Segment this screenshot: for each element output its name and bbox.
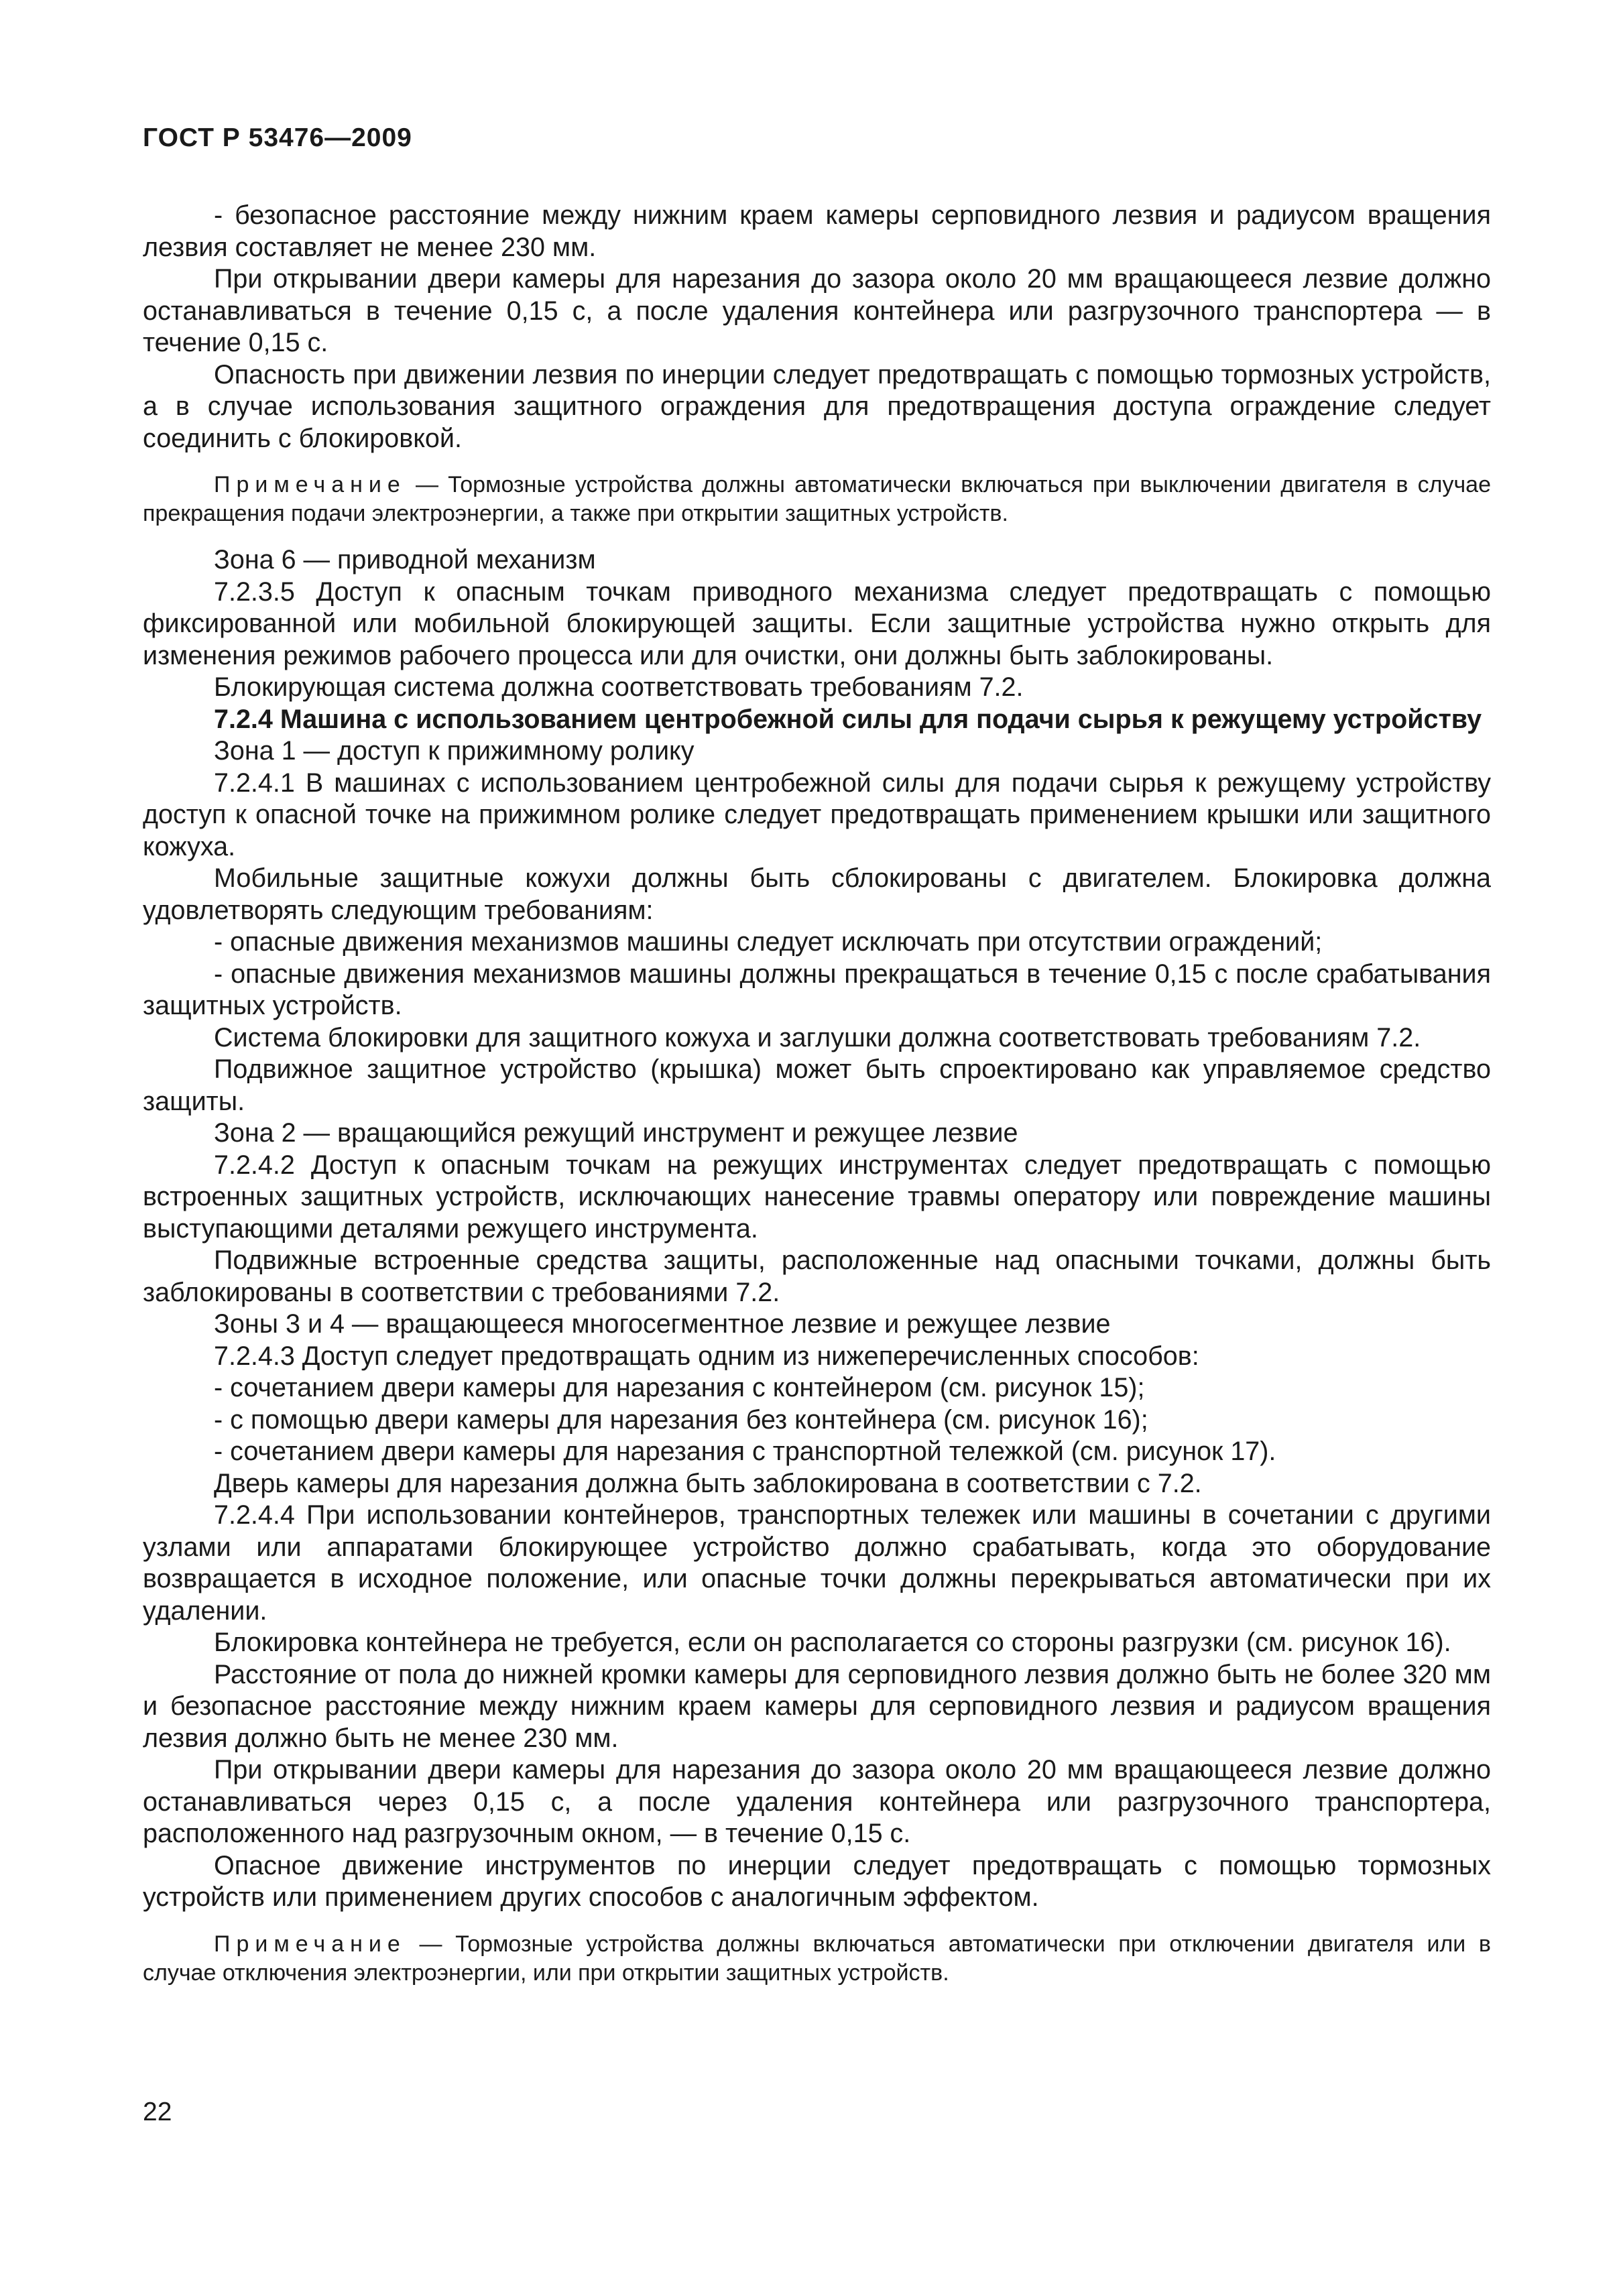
list-item: - опасные движения механизмов машины должны прекращаться в течение 0,15 с после срабатывания защитных устройств. [143, 959, 1491, 1020]
page-number: 22 [143, 2098, 172, 2126]
paragraph: 7.2.4.3 Доступ следует предотвращать одним из нижеперечисленных способов: [214, 1341, 1199, 1371]
paragraph: При открывании двери камеры для нарезания до зазора около 20 мм вращающееся лезвие должно останавливаться в течение 0,15 с, а после удаления контейнера или разгрузочного транспортера — в течение 0,15 с. [143, 264, 1491, 357]
document-header: ГОСТ Р 53476—2009 [143, 123, 412, 152]
paragraph: Дверь камеры для нарезания должна быть заблокирована в соответствии с 7.2. [214, 1468, 1202, 1498]
paragraph: - безопасное расстояние между нижним краем камеры серповидного лезвия и радиусом вращения лезвия составляет не менее 230 мм. [143, 200, 1491, 262]
section-heading: 7.2.4 Машина с использованием центробежной силы для подачи сырья к режущему устройству [214, 704, 1482, 734]
note-text: — Тормозные устройства должны автоматически включаться при выключении двигателя в случае прекращения подачи электроэнергии, а также при открытии защитных устройств. [143, 472, 1491, 526]
paragraph: Подвижные встроенные средства защиты, расположенные над опасными точками, должны быть заблокированы в соответствии с требованиями 7.2. [143, 1246, 1491, 1307]
paragraph: Расстояние от пола до нижней кромки камеры для серповидного лезвия должно быть не более 320 мм и безопасное расстояние между нижним краем камеры для серповидного лезвия и радиусом вращения лезвия должно быть не менее 230 мм. [143, 1659, 1491, 1753]
zone-heading: Зона 1 — доступ к прижимному ролику [214, 736, 695, 766]
zone-heading: Зона 2 — вращающийся режущий инструмент и режущее лезвие [214, 1118, 1018, 1148]
paragraph: Система блокировки для защитного кожуха и заглушки должна соответствовать требованиям 7.2. [214, 1022, 1421, 1052]
zone-heading: Зоны 3 и 4 — вращающееся многосегментное лезвие и режущее лезвие [214, 1309, 1111, 1339]
paragraph: При открывании двери камеры для нарезания до зазора около 20 мм вращающееся лезвие должно останавливаться через 0,15 с, а после удаления контейнера или разгрузочного транспортера, расположенного над разгрузочным окном, — в течение 0,15 с. [143, 1755, 1491, 1848]
document-body [143, 200, 1491, 2004]
paragraph: Мобильные защитные кожухи должны быть сблокированы с двигателем. Блокировка должна удовлетворять следующим требованиям: [143, 863, 1491, 925]
zone-heading: Зона 6 — приводной механизм [214, 545, 596, 575]
list-item: - сочетанием двери камеры для нарезания с транспортной тележкой (см. рисунок 17). [214, 1437, 1276, 1466]
paragraph: Опасность при движении лезвия по инерции следует предотвращать с помощью тормозных устройств, а в случае использования защитного ограждения для предотвращения доступа ограждение следует соединить с блокировкой. [143, 359, 1491, 453]
paragraph: Блокирующая система должна соответствовать требованиям 7.2. [214, 672, 1024, 702]
paragraph: Подвижное защитное устройство (крышка) может быть спроектировано как управляемое средство защиты. [143, 1054, 1491, 1116]
note-text: — Тормозные устройства должны включаться автоматически при отключении двигателя или в случае отключения электроэнергии, или при открытии защитных устройств. [143, 1931, 1491, 1986]
paragraph: Опасное движение инструментов по инерции следует предотвращать с помощью тормозных устройств или применением других способов с аналогичным эффектом. [143, 1850, 1491, 1912]
list-item: - с помощью двери камеры для нарезания без контейнера (см. рисунок 16); [214, 1404, 1148, 1435]
note [143, 1930, 1491, 1988]
paragraph: Блокировка контейнера не требуется, если он располагается со стороны разгрузки (см. рисунок 16). [214, 1628, 1451, 1657]
note-label: Примечание [214, 472, 406, 497]
paragraph: 7.2.4.2 Доступ к опасным точкам на режущих инструментах следует предотвращать с помощью встроенных защитных устройств, исключающих нанесение травмы оператору или повреждение машины выступающими деталями режущего инструмента. [143, 1150, 1491, 1244]
list-item: - опасные движения механизмов машины следует исключать при отсутствии ограждений; [214, 927, 1323, 957]
note [143, 471, 1491, 528]
paragraph: 7.2.3.5 Доступ к опасным точкам приводного механизма следует предотвращать с помощью фиксированной или мобильной блокирующей защиты. Если защитные устройства нужно открыть для изменения режимов рабочего процесса или для очистки, они должны быть заблокированы. [143, 577, 1491, 670]
note-label: Примечание [214, 1931, 406, 1957]
paragraph: 7.2.4.4 При использовании контейнеров, транспортных тележек или машины в сочетании с другими узлами или аппаратами блокирующее устройство должно срабатывать, когда это оборудование возвращается в исходное положение, или опасные точки должны перекрываться автоматически при их удалении. [143, 1500, 1491, 1626]
paragraph: 7.2.4.1 В машинах с использованием центробежной силы для подачи сырья к режущему устройству доступ к опасной точке на прижимном ролике следует предотвращать применением крышки или защитного кожуха. [143, 768, 1491, 861]
list-item: - сочетанием двери камеры для нарезания с контейнером (см. рисунок 15); [214, 1373, 1145, 1402]
